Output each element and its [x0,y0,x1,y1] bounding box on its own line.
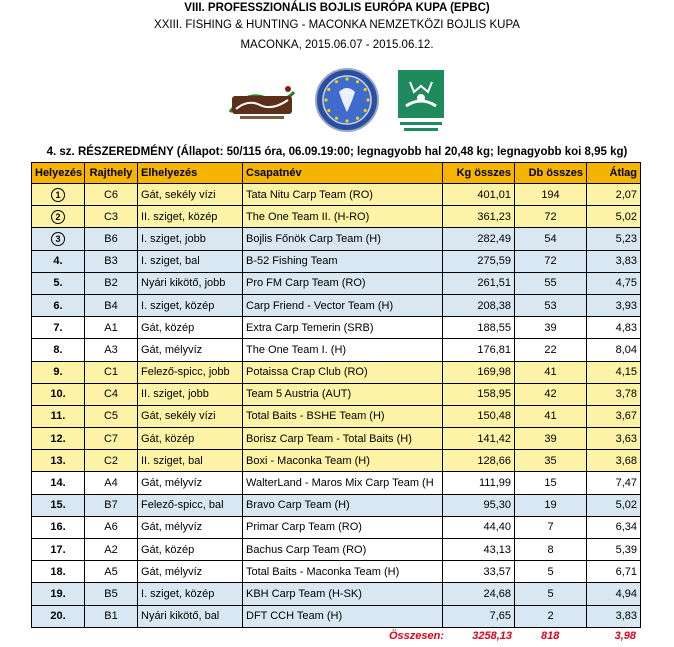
cell-team: The One Team I. (H) [243,339,443,361]
document-header [0,0,674,55]
fishing-hunting-logo [398,70,444,136]
cell-peg: A5 [85,561,138,583]
table-row [32,272,641,294]
cell-team: Bravo Carp Team (H) [243,494,443,516]
table-row [32,383,641,405]
cell-team: DFT CCH Team (H) [243,605,443,627]
cell-peg: C6 [85,184,138,206]
cell-place: 14. [32,472,85,494]
cell-avg: 2,07 [587,184,641,206]
cell-team: Pro FM Carp Team (RO) [243,272,443,294]
cell-db: 19 [515,494,587,516]
totals-avg: 3,98 [614,630,636,642]
table-row [32,206,641,228]
cell-place: 11. [32,405,85,427]
header-kg: Kg összes [443,163,515,184]
cell-location: Gát, mélyvíz [138,339,243,361]
cell-kg: 169,98 [443,361,515,383]
epbc-emblem-icon [315,68,379,132]
header-peg: Rajthely [85,163,138,184]
cell-location: I. sziget, jobb [138,228,243,250]
cell-peg: C4 [85,383,138,405]
medal-place-badge: 2 [51,210,65,224]
header-db: Db összes [515,163,587,184]
cell-kg: 24,68 [443,583,515,605]
cell-team: Bachus Carp Team (RO) [243,539,443,561]
cell-avg: 6,34 [587,516,641,538]
cell-peg: C2 [85,450,138,472]
header-place: Helyezés [32,163,85,184]
cell-location: I. sziget, közép [138,583,243,605]
cell-kg: 188,55 [443,317,515,339]
cell-kg: 401,01 [443,184,515,206]
cell-db: 39 [515,428,587,450]
cell-place: 10. [32,383,85,405]
cell-place: 18. [32,561,85,583]
partial-result-subtitle: 4. sz. RÉSZEREDMÉNY (Állapot: 50/115 óra, 06.09.19:00; legnagyobb hal 20,48 kg; legnagyobb koi 8,95 kg) [46,146,628,158]
cell-team: Extra Carp Temerin (SRB) [243,317,443,339]
cell-peg: C5 [85,405,138,427]
cell-location: Gát, sekély vízi [138,184,243,206]
cell-peg: C3 [85,206,138,228]
cell-place: 6. [32,294,85,316]
cell-team: Total Baits - Maconka Team (H) [243,561,443,583]
cell-kg: 275,59 [443,250,515,272]
cell-place: 13. [32,450,85,472]
cell-place: 15. [32,494,85,516]
cell-location: II. sziget, bal [138,450,243,472]
cell-peg: A1 [85,317,138,339]
totals-db: 818 [541,630,560,642]
cell-place: 5. [32,272,85,294]
cell-kg: 361,23 [443,206,515,228]
cell-peg: B3 [85,250,138,272]
cell-kg: 150,48 [443,405,515,427]
cell-kg: 33,57 [443,561,515,583]
cell-avg: 3,67 [587,405,641,427]
table-row [32,184,641,206]
cell-db: 5 [515,583,587,605]
cell-peg: B6 [85,228,138,250]
title-line-3: MACONKA, 2015.06.07 - 2015.06.12. [240,39,434,51]
header-avg: Átlag [587,163,641,184]
cell-location: Gát, mélyvíz [138,472,243,494]
cell-db: 41 [515,405,587,427]
cell-place [32,228,85,250]
cell-place: 4. [32,250,85,272]
cell-db: 22 [515,339,587,361]
cell-place: 19. [32,583,85,605]
cell-location: II. sziget, közép [138,206,243,228]
cell-avg: 5,23 [587,228,641,250]
cell-peg: A6 [85,516,138,538]
cell-location: II. sziget, jobb [138,383,243,405]
cell-peg: B1 [85,605,138,627]
cell-location: Felező-spicc, bal [138,494,243,516]
table-row [32,516,641,538]
cell-team: Carp Friend - Vector Team (H) [243,294,443,316]
cell-location: Gát, közép [138,317,243,339]
table-row [32,494,641,516]
cell-db: 53 [515,294,587,316]
cell-place: 9. [32,361,85,383]
table-header-row [32,163,641,184]
cell-kg: 176,81 [443,339,515,361]
cell-peg: C1 [85,361,138,383]
cell-kg: 208,38 [443,294,515,316]
cell-team: Tata Nitu Carp Team (RO) [243,184,443,206]
cell-kg: 282,49 [443,228,515,250]
cell-db: 72 [515,206,587,228]
cell-team: Boxi - Maconka Team (H) [243,450,443,472]
cell-avg: 3,63 [587,428,641,450]
cell-peg: C7 [85,428,138,450]
cell-db: 2 [515,605,587,627]
cell-avg: 4,15 [587,361,641,383]
cell-avg: 3,83 [587,605,641,627]
title-line-1: VIII. PROFESSZIONÁLIS BOJLIS EURÓPA KUPA (EPBC) [184,2,490,14]
cell-kg: 158,95 [443,383,515,405]
cell-peg: B5 [85,583,138,605]
cell-avg: 8,04 [587,339,641,361]
cell-team: Total Baits - BSHE Team (H) [243,405,443,427]
table-row [32,339,641,361]
medal-place-badge: 1 [51,188,65,202]
cell-kg: 111,99 [443,472,515,494]
cell-team: WalterLand - Maros Mix Carp Team (H [243,472,443,494]
cell-team: Borisz Carp Team - Total Baits (H) [243,428,443,450]
cell-team: The One Team II. (H-RO) [243,206,443,228]
cell-place: 7. [32,317,85,339]
cell-place: 16. [32,516,85,538]
cell-place: 17. [32,539,85,561]
table-row [32,294,641,316]
cell-team: Potaissa Crap Club (RO) [243,361,443,383]
cell-avg: 5,39 [587,539,641,561]
header-team: Csapatnév [243,163,443,184]
table-row [32,539,641,561]
cell-db: 54 [515,228,587,250]
logo-row [0,68,674,136]
cell-db: 72 [515,250,587,272]
cell-db: 194 [515,184,587,206]
cell-kg: 128,66 [443,450,515,472]
table-row [32,361,641,383]
header-location: Elhelyezés [138,163,243,184]
cell-db: 42 [515,383,587,405]
table-body [32,184,641,628]
table-row [32,428,641,450]
cell-avg: 3,78 [587,383,641,405]
cell-team: Team 5 Austria (AUT) [243,383,443,405]
cell-avg: 3,68 [587,450,641,472]
cell-kg: 141,42 [443,428,515,450]
cell-location: Felező-spicc, jobb [138,361,243,383]
cell-place: 8. [32,339,85,361]
cell-location: Gát, mélyvíz [138,516,243,538]
cell-kg: 261,51 [443,272,515,294]
maconka-logo [226,82,298,126]
cell-db: 41 [515,361,587,383]
cell-peg: B4 [85,294,138,316]
cell-db: 5 [515,561,587,583]
cell-team: Bojlis Főnök Carp Team (H) [243,228,443,250]
totals-label: Összesen: [389,630,445,642]
cell-kg: 7,65 [443,605,515,627]
cell-place: 20. [32,605,85,627]
cell-location: Nyári kikötő, jobb [138,272,243,294]
cell-db: 39 [515,317,587,339]
cell-location: Gát, közép [138,539,243,561]
cell-db: 35 [515,450,587,472]
cell-location: Nyári kikötő, bal [138,605,243,627]
cell-place: 12. [32,428,85,450]
cell-location: Gát, mélyvíz [138,561,243,583]
table-row [32,450,641,472]
cell-peg: A4 [85,472,138,494]
cell-avg: 4,94 [587,583,641,605]
cell-kg: 44,40 [443,516,515,538]
cell-place [32,184,85,206]
cell-peg: B7 [85,494,138,516]
table-row [32,317,641,339]
table-row [32,561,641,583]
cell-avg: 6,71 [587,561,641,583]
cell-place [32,206,85,228]
cell-peg: A3 [85,339,138,361]
cell-location: Gát, sekély vízi [138,405,243,427]
cell-avg: 4,83 [587,317,641,339]
cell-avg: 5,02 [587,494,641,516]
cell-location: Gát, közép [138,428,243,450]
cell-kg: 95,30 [443,494,515,516]
cell-team: B-52 Fishing Team [243,250,443,272]
cell-db: 15 [515,472,587,494]
cell-db: 7 [515,516,587,538]
cell-avg: 5,02 [587,206,641,228]
cell-team: KBH Carp Team (H-SK) [243,583,443,605]
cell-team: Primar Carp Team (RO) [243,516,443,538]
totals-row [31,629,640,645]
cell-location: I. sziget, közép [138,294,243,316]
cell-db: 8 [515,539,587,561]
cell-peg: A2 [85,539,138,561]
cell-avg: 3,83 [587,250,641,272]
medal-place-badge: 3 [51,232,65,246]
table-row [32,228,641,250]
cell-db: 55 [515,272,587,294]
totals-kg: 3258,13 [472,630,512,642]
cell-avg: 3,93 [587,294,641,316]
cell-peg: B2 [85,272,138,294]
table-row [32,405,641,427]
table-row [32,605,641,627]
results-table [31,162,641,628]
title-line-2: XXIII. FISHING & HUNTING - MACONKA NEMZETKÖZI BOJLIS KUPA [154,19,520,31]
table-row [32,472,641,494]
cell-kg: 43,13 [443,539,515,561]
cell-avg: 7,47 [587,472,641,494]
cell-location: I. sziget, bal [138,250,243,272]
table-row [32,583,641,605]
cell-avg: 4,75 [587,272,641,294]
table-row [32,250,641,272]
